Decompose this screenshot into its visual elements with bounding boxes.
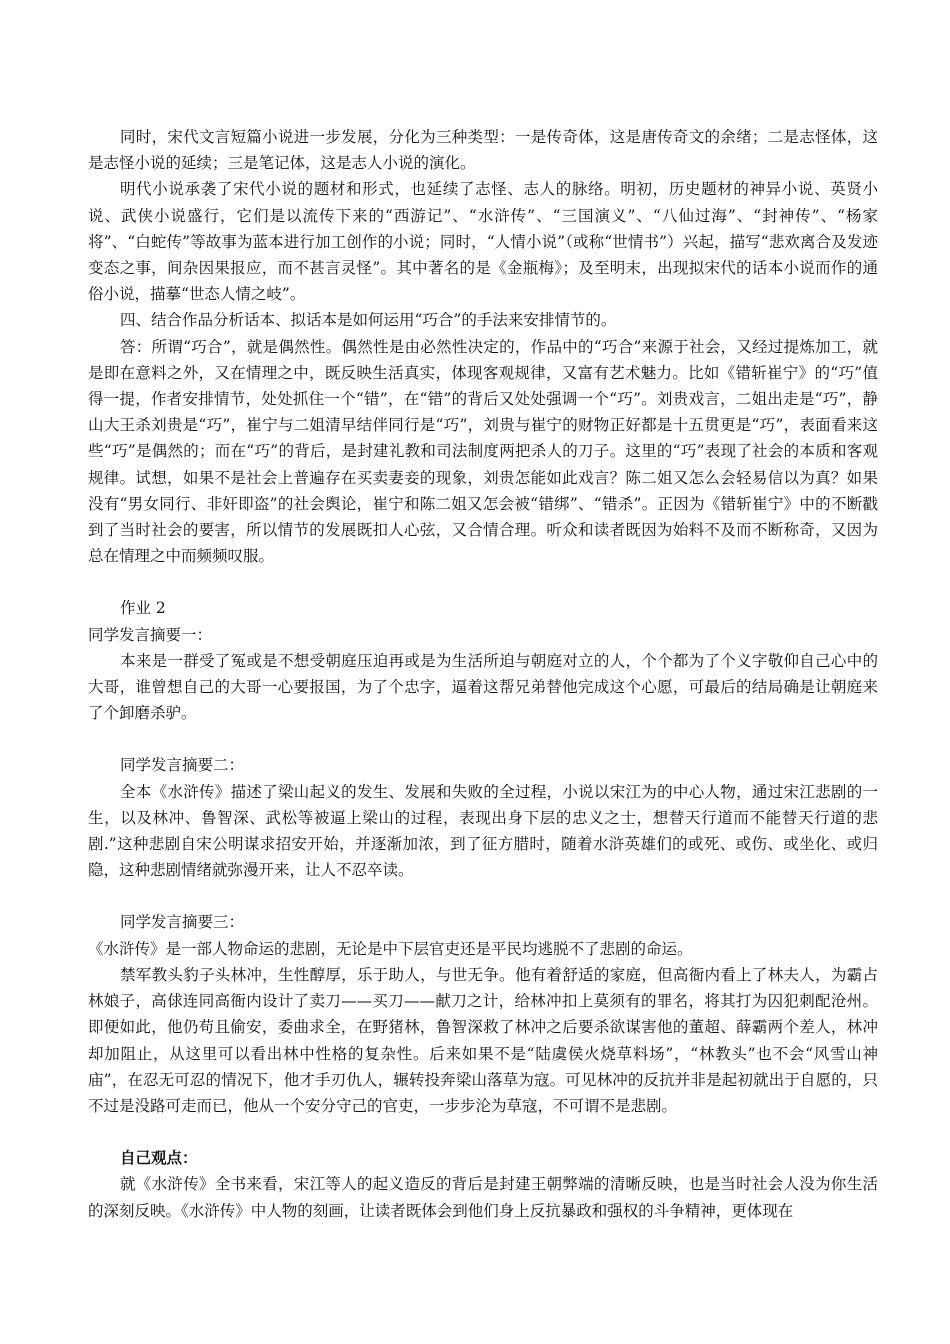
paragraph-song-classical-fiction: 同时，宋代文言短篇小说进一步发展，分化为三种类型：一是传奇体，这是唐传奇文的余绪；二是志怪体，这是志怪小说的延续；三是笔记体，这是志人小说的演化。 [88,128,878,173]
spacer [88,726,878,752]
spacer [88,569,878,595]
summary-two-heading: 同学发言摘要二： [120,756,245,775]
question-four: 四、结合作品分析话本、拟话本是如何运用“巧合”的手法来安排情节的。 [120,311,617,330]
spacer [88,883,878,909]
spacer [88,1119,878,1145]
summary-one-body: 本来是一群受了冤或是不想受朝庭压迫再或是为生活所迫与朝庭对立的人，个个都为了个义字敬仰自己心中的大哥，谁曾想自己的大哥一心要报国，为了个忠字，逼着这帮兄弟替他完成这个心愿，可最后的结局确是让朝庭来了个卸磨杀驴。 [88,651,878,723]
summary-three-heading: 同学发言摘要三： [120,913,245,932]
summary-three-body: 禁军教头豹子头林冲，生性醇厚，乐于助人，与世无争。他有着舒适的家庭，但高衙内看上了林夫人，为霸占林娘子，高俅连同高衙内设计了卖刀——买刀——献刀之计，给林冲扣上莫须有的罪名，将其打为囚犯刺配沧州。即便如此，他仍苟且偷安，委曲求全，在野猪林，鲁智深救了林冲之后要杀欲谋害他的董超、薛霸两个差人，林冲却加阻止，从这里可以看出林中性格的复杂性。后来如果不是“陆虞侯火烧草料场”，“林教头”也不会“风雪山神庙”，在忍无可忍的情况下，他才手刃仇人，辗转投奔梁山落草为寇。可见林冲的反抗并非是起初就出于自愿的，只不过是没路可走而已，他从一个安分守己的官吏，一步步沦为草寇，不可谓不是悲剧。 [88,965,878,1115]
homework-title: 作业 2 [120,599,166,618]
document-page [88,124,878,1224]
own-view-heading: 自己观点： [120,1148,198,1168]
own-view-body: 就《水浒传》全书来看，宋江等人的起义造反的背后是封建王朝弊端的清晰反映，也是当时社会人没为你生活的深刻反映。《水浒传》中人物的刻画，让读者既体会到他们身上反抗暴政和强权的斗争精神，更体现在 [88,1175,878,1220]
summary-three-first-line: 《水浒传》是一部人物命运的悲剧，无论是中下层官吏还是平民均逃脱不了悲剧的命运。 [88,939,693,958]
answer-paragraph: 答：所谓“巧合”，就是偶然性。偶然性是由必然性决定的，作品中的“巧合”来源于社会，又经过提炼加工，就是即在意料之外，又在情理之中，既反映生活真实，体现客观规律，又富有艺术魅力。比如《错斩崔宁》的“巧”值得一提，作者安排情节，处处抓住一个“错”，在“错”的背后又处处强调一个“巧”。刘贵戏言，二姐出走是“巧”，静山大王杀刘贵是“巧”，崔宁与二姐清早结伴同行是“巧”，刘贵与崔宁的财物正好都是十五贯更是“巧”，表面看来这些“巧”是偶然的；而在“巧”的背后，是封建礼教和司法制度两把杀人的刀子。这里的“巧”表现了社会的本质和客观规律。试想，如果不是社会上普遍存在买卖妻妾的现象，刘贵怎能如此戏言？陈二姐又怎么会轻易信以为真？如果没有“男女同行、非奸即盗”的社会舆论，崔宁和陈二姐又怎会被“错绑”、“错杀”。正因为《错斩崔宁》中的不断戳到了当时社会的要害，所以情节的发展既扣人心弦，又合情合理。听众和读者既因为始料不及而不断称奇，又因为总在情理之中而频频叹服。 [88,337,878,566]
summary-one-heading: 同学发言摘要一： [88,625,213,644]
summary-two-body: 全本《水浒传》描述了梁山起义的发生、发展和失败的全过程，小说以宋江为的中心人物，通过宋江悲剧的一生，以及林冲、鲁智深、武松等被逼上梁山的过程，表现出身下层的忠义之士，想替天行道而不能替天行道的悲剧.”这种悲剧自宋公明谋求招安开始，并逐渐加浓，到了征方腊时，随着水浒英雄们的或死、或伤、或坐化、或归隐，这种悲剧情绪就弥漫开来，让人不忍卒读。 [88,782,878,880]
paragraph-ming-fiction: 明代小说承袭了宋代小说的题材和形式，也延续了志怪、志人的脉络。明初，历史题材的神异小说、英贤小说、武侠小说盛行，它们是以流传下来的“西游记”、“水浒传”、“三国演义”、“八仙过海”、“封神传”、“杨家将”、“白蛇传”等故事为蓝本进行加工创作的小说；同时，“人情小说”（或称“世情书”）兴起，描写“悲欢离合及发迹变态之事，间杂因果报应，而不甚言灵怪”。其中著名的是《金瓶梅》；及至明末，出现拟宋代的话本小说而作的通俗小说，描摹“世态人情之岐”。 [88,180,878,304]
